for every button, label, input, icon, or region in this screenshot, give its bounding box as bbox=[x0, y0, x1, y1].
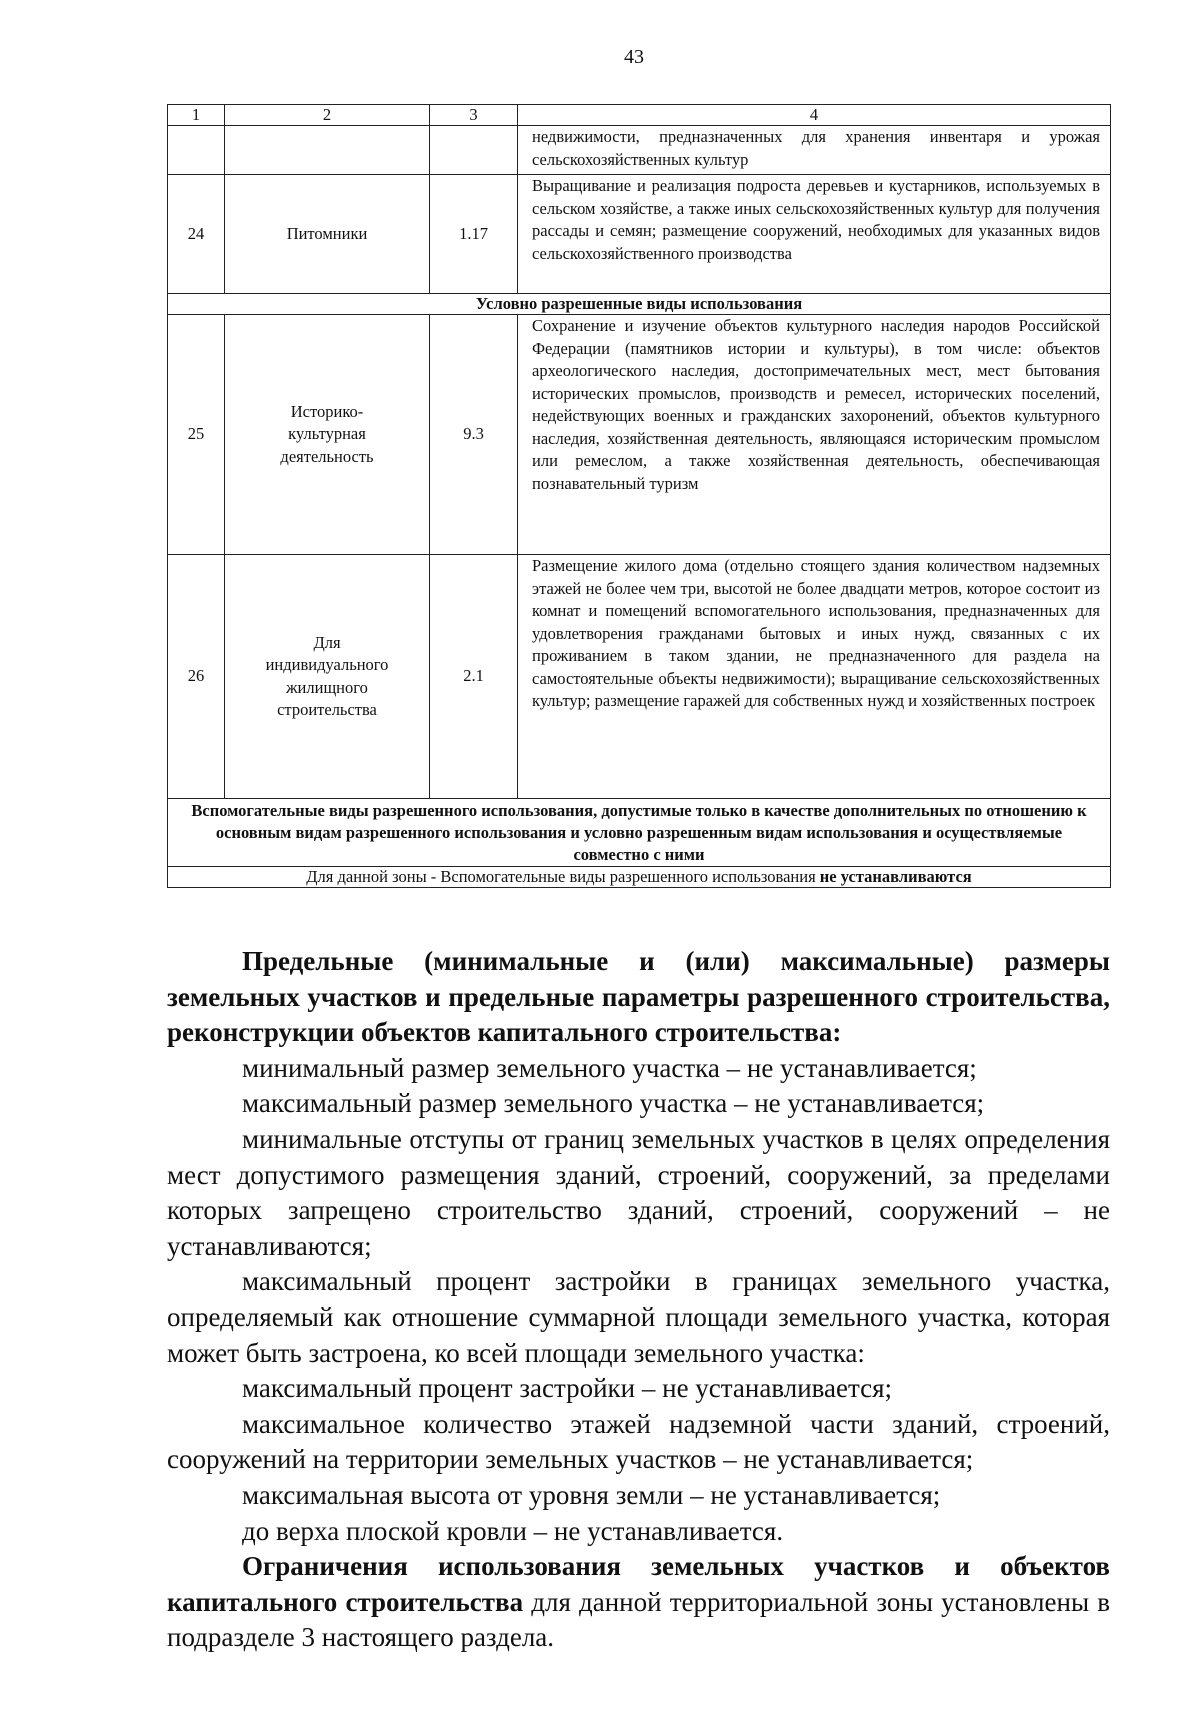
use-code: 1.17 bbox=[430, 175, 518, 294]
use-description: Сохранение и изучение объектов культурного наследия народов Российской Федерации (памятников истории и культуры), в том числе: объектов археологического наследия, достопримечательных мест, мест бытования исторических промыслов, производств и ремесел, исторических поселений, недействующих военных и гражданских захоронений, объектов культурного наследия, хозяйственная деятельность, являющаяся историческим промыслом или ремеслом, а также хозяйственная деятельность, обеспечивающая познавательный туризм bbox=[518, 315, 1111, 555]
land-use-table bbox=[167, 104, 1110, 888]
row-number: 26 bbox=[168, 555, 225, 799]
continuation-description: недвижимости, предназначенных для хранения инвентаря и урожая сельскохозяйственных культур bbox=[518, 126, 1111, 175]
use-name: Питомники bbox=[225, 175, 430, 294]
page-number: 43 bbox=[624, 46, 644, 68]
empty-cell bbox=[225, 126, 430, 175]
header-col-1: 1 bbox=[168, 105, 225, 126]
use-name: Для индивидуального жилищного строительства bbox=[225, 555, 430, 799]
use-name: Историко-культурная деятельность bbox=[225, 315, 430, 555]
conditional-section-row bbox=[168, 294, 1111, 315]
conditional-section-title: Условно разрешенные виды использования bbox=[168, 294, 1111, 315]
restrictions-rest: для данной территориальной зоны установлены в подразделе 3 настоящего раздела. bbox=[167, 1586, 1110, 1653]
paragraph-max-floors: максимальное количество этажей надземной части зданий, строений, сооружений на территории земельных участков – не устанавливается; bbox=[167, 1408, 1110, 1475]
use-code: 2.1 bbox=[430, 555, 518, 799]
auxiliary-section-title: Вспомогательные виды разрешенного использования, допустимые только в качестве дополнительных по отношению к основным видам разрешенного использования и условно разрешенным видам использования и осуществляемые совместно с ними bbox=[168, 799, 1111, 867]
restrictions-bold: Ограничения использования земельных участков и объектов капитального строительства bbox=[167, 1551, 1110, 1617]
table-row-continuation bbox=[168, 126, 1111, 175]
auxiliary-note-text: Для данной зоны - Вспомогательные виды разрешенного использования bbox=[306, 867, 820, 886]
row-number: 24 bbox=[168, 175, 225, 294]
header-col-4: 4 bbox=[518, 105, 1111, 126]
auxiliary-note-bold: не устанавливаются bbox=[819, 867, 972, 886]
parameters-heading: Предельные (минимальные и (или) максимальные) размеры земельных участков и предельные параметры разрешенного строительства, реконструкции объектов капитального строительства: bbox=[167, 946, 1110, 1048]
paragraph-flat-roof: до верха плоской кровли – не устанавливается. bbox=[242, 1515, 784, 1546]
row-number: 25 bbox=[168, 315, 225, 555]
auxiliary-section-row bbox=[168, 799, 1111, 867]
empty-cell bbox=[168, 126, 225, 175]
paragraph-setbacks: минимальные отступы от границ земельных участков в целях определения мест допустимого размещения зданий, строений, сооружений, за пределами которых запрещено строительство зданий, строений, сооружений – не устанавливаются; bbox=[167, 1123, 1110, 1261]
empty-cell bbox=[430, 126, 518, 175]
table-row-25 bbox=[168, 315, 1111, 555]
use-description: Выращивание и реализация подроста деревьев и кустарников, используемых в сельском хозяйстве, а также иных сельскохозяйственных культур для получения рассады и семян; размещение сооружений, необходимых для указанных видов сельскохозяйственного производства bbox=[518, 175, 1111, 294]
regulations-text bbox=[167, 944, 1110, 1656]
paragraph-max-coverage: максимальный процент застройки – не устанавливается; bbox=[242, 1373, 893, 1404]
paragraph-min-plot-size: минимальный размер земельного участка – не устанавливается; bbox=[242, 1052, 977, 1083]
paragraph-restrictions bbox=[167, 1549, 1110, 1656]
header-col-2: 2 bbox=[225, 105, 430, 126]
header-col-3: 3 bbox=[430, 105, 518, 126]
use-code: 9.3 bbox=[430, 315, 518, 555]
table-row-24 bbox=[168, 175, 1111, 294]
paragraph-max-plot-size: максимальный размер земельного участка – не устанавливается; bbox=[242, 1088, 985, 1119]
table-row-26 bbox=[168, 555, 1111, 799]
table-header-row bbox=[168, 105, 1111, 126]
auxiliary-note bbox=[168, 867, 1111, 888]
use-description: Размещение жилого дома (отдельно стоящего здания количеством надземных этажей не более чем три, высотой не более двадцати метров, которое состоит из комнат и помещений вспомогательного использования, предназначенных для удовлетворения гражданами бытовых и иных нужд, связанных с их проживанием в таком здании, не предназначенного для раздела на самостоятельные объекты недвижимости); выращивание сельскохозяйственных культур; размещение гаражей для собственных нужд и хозяйственных построек bbox=[518, 555, 1111, 799]
paragraph-max-height: максимальная высота от уровня земли – не устанавливается; bbox=[242, 1479, 941, 1510]
paragraph-coverage-definition: максимальный процент застройки в границах земельного участка, определяемый как отношение суммарной площади земельного участка, которая может быть застроена, ко всей площади земельного участка: bbox=[167, 1266, 1110, 1368]
auxiliary-note-row bbox=[168, 867, 1111, 888]
